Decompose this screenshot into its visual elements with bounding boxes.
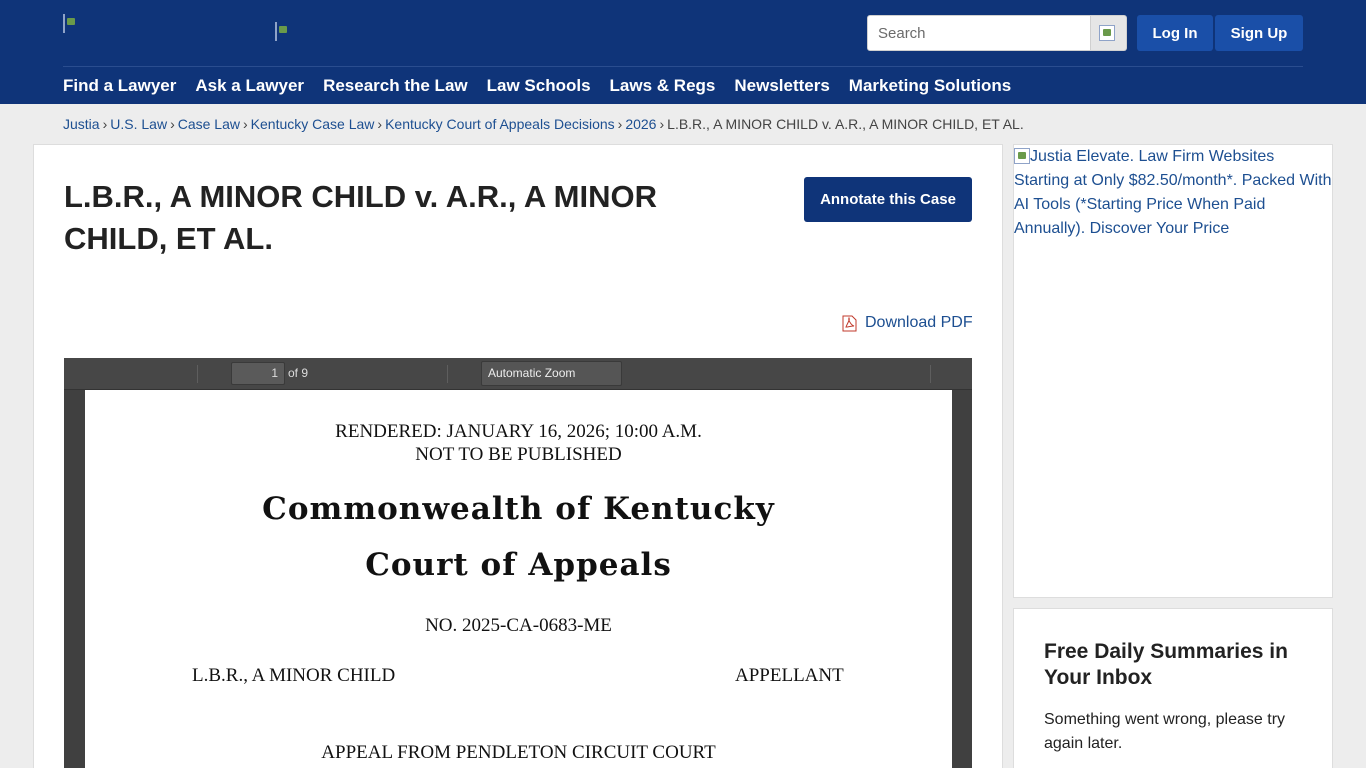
newsletter-error-message: Something went wrong, please try again later.	[1044, 711, 1286, 752]
nav-law-schools[interactable]: Law Schools	[486, 76, 591, 95]
nav-research-the-law[interactable]: Research the Law	[323, 76, 468, 95]
ad-link[interactable]	[1014, 145, 1332, 241]
breadcrumb-separator: ›	[617, 116, 623, 132]
search-input[interactable]	[867, 15, 1091, 51]
pdf-icon	[842, 315, 857, 332]
breadcrumb	[63, 116, 1024, 132]
header-image-icon	[275, 22, 277, 41]
site-header	[0, 0, 1366, 104]
download-pdf-link[interactable]	[842, 314, 973, 332]
pdf-toolbar	[64, 358, 972, 390]
main-nav	[63, 76, 1030, 96]
court-heading-commonwealth: Commonwealth of Kentucky	[262, 491, 775, 527]
toolbar-divider	[930, 365, 931, 383]
pdf-viewer	[64, 358, 972, 768]
publish-status: NOT TO BE PUBLISHED	[415, 444, 622, 465]
nav-marketing-solutions[interactable]: Marketing Solutions	[848, 76, 1012, 95]
annotate-case-button[interactable]: Annotate this Case	[804, 177, 972, 222]
appellant-role: APPELLANT	[735, 665, 844, 686]
breadcrumb-current: L.B.R., A MINOR CHILD v. A.R., A MINOR CHILD, ET AL.	[667, 116, 1024, 132]
breadcrumb-separator: ›	[377, 116, 383, 132]
toolbar-divider	[197, 365, 198, 383]
search-button[interactable]	[1091, 15, 1127, 51]
nav-ask-a-lawyer[interactable]: Ask a Lawyer	[195, 76, 305, 95]
header-divider	[63, 66, 1303, 67]
page-number-input[interactable]: 1	[231, 362, 285, 385]
breadcrumb-year[interactable]: 2026	[625, 116, 657, 132]
nav-find-a-lawyer[interactable]: Find a Lawyer	[63, 76, 177, 95]
breadcrumb-separator: ›	[243, 116, 248, 132]
page-count: of 9	[288, 366, 309, 380]
signup-button[interactable]: Sign Up	[1215, 15, 1303, 51]
case-number: NO. 2025-CA-0683-ME	[425, 615, 612, 636]
breadcrumb-us-law[interactable]: U.S. Law	[110, 116, 168, 132]
breadcrumb-case-law[interactable]: Case Law	[177, 116, 240, 132]
breadcrumb-kentucky-case-law[interactable]: Kentucky Case Law	[250, 116, 375, 132]
login-button[interactable]: Log In	[1137, 15, 1213, 51]
breadcrumb-separator: ›	[170, 116, 175, 132]
court-heading-appeals: Court of Appeals	[365, 547, 672, 583]
appellant-name: L.B.R., A MINOR CHILD	[192, 665, 396, 686]
search-icon	[1099, 25, 1115, 41]
nav-laws-regs[interactable]: Laws & Regs	[609, 76, 716, 95]
pdf-page	[85, 390, 952, 768]
breadcrumb-justia[interactable]: Justia	[63, 116, 100, 132]
justia-logo-icon[interactable]	[63, 14, 65, 33]
rendered-date: RENDERED: JANUARY 16, 2026; 10:00 A.M.	[335, 421, 702, 442]
breadcrumb-ky-court-of-appeals[interactable]: Kentucky Court of Appeals Decisions	[385, 116, 615, 132]
newsletter-title: Free Daily Summaries in Your Inbox	[1044, 640, 1288, 689]
nav-newsletters[interactable]: Newsletters	[734, 76, 830, 95]
toolbar-divider	[447, 365, 448, 383]
ad-alt-text: Justia Elevate. Law Firm Websites Starting at Only $82.50/month*. Packed With AI Tools (*Starting Price When Paid Annually). Discover Your Price	[1014, 148, 1332, 237]
download-pdf-label: Download PDF	[865, 314, 973, 331]
ad-image-icon	[1014, 148, 1030, 164]
breadcrumb-separator: ›	[102, 116, 108, 132]
appeal-from: APPEAL FROM PENDLETON CIRCUIT COURT	[321, 742, 716, 763]
zoom-select[interactable]: Automatic Zoom	[481, 361, 622, 386]
breadcrumb-separator: ›	[659, 116, 665, 132]
case-title: L.B.R., A MINOR CHILD v. A.R., A MINOR CHILD, ET AL.	[64, 179, 657, 256]
